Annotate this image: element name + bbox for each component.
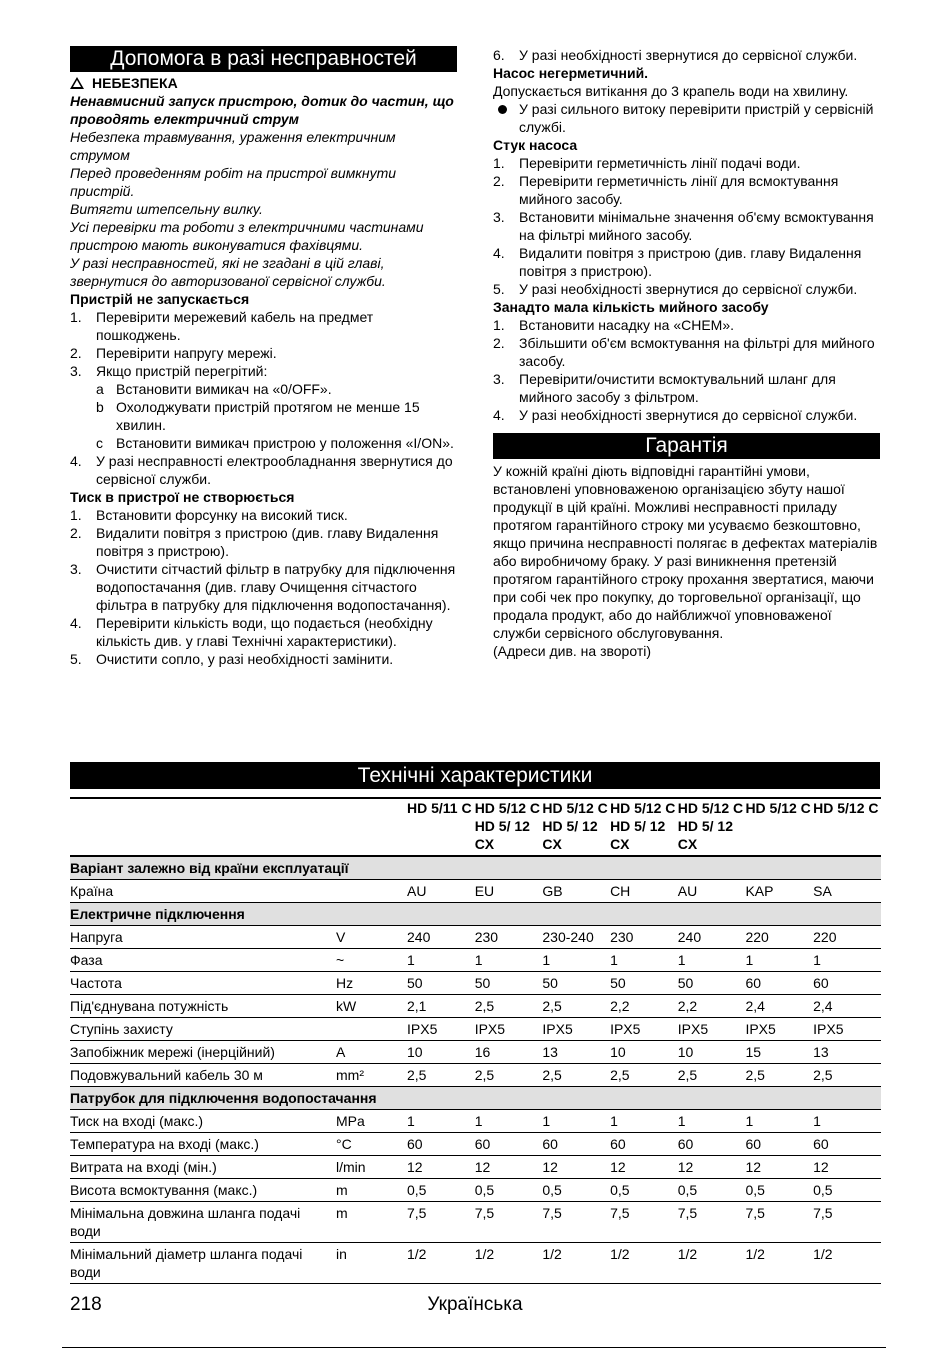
cell-value: 60 xyxy=(678,1133,746,1156)
cell-value: IPX5 xyxy=(542,1018,610,1041)
cell-value: 16 xyxy=(475,1041,543,1064)
cell-value: 0,5 xyxy=(475,1179,543,1202)
cell-value: 12 xyxy=(610,1156,678,1179)
cell-value: 50 xyxy=(678,972,746,995)
list-item: 6. У разі необхідності звернутися до сервісної служби. xyxy=(493,47,858,63)
cell-value: 2,4 xyxy=(745,995,813,1018)
section-row: Варіант залежно від країни експлуатації xyxy=(70,856,881,880)
danger-line: Перед проведенням робіт на пристрої вимкнути пристрій. xyxy=(70,165,397,199)
cell-value: 1 xyxy=(475,1110,543,1133)
row-unit: A xyxy=(336,1041,407,1064)
list-item: 4. У разі несправності електрообладнання звернутися до сервісної служби. xyxy=(70,453,453,487)
row-label: Тиск на вході (макс.) xyxy=(70,1110,336,1133)
cell-value: 1/2 xyxy=(475,1243,543,1284)
section-title: Занадто мала кількість мийного засобу xyxy=(493,299,769,315)
cell-value: 2,2 xyxy=(678,995,746,1018)
left-column xyxy=(70,46,457,668)
row-unit: Hz xyxy=(336,972,407,995)
cell-value: 60 xyxy=(407,1133,475,1156)
cell-value: 1 xyxy=(610,1110,678,1133)
cell-value: 60 xyxy=(610,1133,678,1156)
cell-value: 50 xyxy=(610,972,678,995)
cell-value: AU xyxy=(678,880,746,903)
row-label: Країна xyxy=(70,880,336,903)
warranty-text: У кожній країні діють відповідні гарантійні умови, встановлені уповноваженою організацією збуту нашої продукції в цій країні. Можливі несправності приладу протягом гарантійного строку ми усуваємо безкоштовно, якщо причина несправності полягає в дефектах матеріалів або виробничому браку. У разі виникнення претензій протягом гарантійного строку прохання звертатися, маючи при собі чек про покупку, до торговельної організації, що продала продукт, або до найближчої уповноваженої служби сервісного обслуговування. xyxy=(493,463,878,641)
cell-value: 2,5 xyxy=(542,995,610,1018)
section-title: Стук насоса xyxy=(493,137,578,153)
row-unit: m xyxy=(336,1179,407,1202)
tech-specs-title: Технічні характеристики xyxy=(70,762,880,789)
row-unit xyxy=(336,1018,407,1041)
cell-value: 1 xyxy=(745,1110,813,1133)
cell-value: 12 xyxy=(542,1156,610,1179)
numbered-list xyxy=(493,316,880,424)
table-row xyxy=(70,972,881,995)
row-unit: °C xyxy=(336,1133,407,1156)
list-item: b Охолоджувати пристрій протягом не менше 15 хвилин. xyxy=(96,399,420,433)
list-item: 1. Перевірити мережевий кабель на предмет пошкоджень. xyxy=(70,309,374,343)
table-header-row xyxy=(70,798,881,856)
cell-value: 230-240 xyxy=(542,926,610,949)
cell-value: 2,5 xyxy=(678,1064,746,1087)
cell-value: 1 xyxy=(407,949,475,972)
column-header: HD 5/12 C HD 5/ 12 CX xyxy=(678,798,746,856)
section-title: Тиск в пристрої не створюється xyxy=(70,489,295,505)
cell-value: 0,5 xyxy=(542,1179,610,1202)
table-row xyxy=(70,1018,881,1041)
table-row xyxy=(70,995,881,1018)
specs-table xyxy=(70,797,881,1284)
cell-value: 0,5 xyxy=(678,1179,746,1202)
cell-value: 0,5 xyxy=(610,1179,678,1202)
cell-value: 12 xyxy=(813,1156,881,1179)
table-row xyxy=(70,1041,881,1064)
cell-value: CH xyxy=(610,880,678,903)
cell-value: 2,1 xyxy=(407,995,475,1018)
cell-value: 7,5 xyxy=(678,1202,746,1243)
cell-value: 7,5 xyxy=(475,1202,543,1243)
row-label: Висота всмоктування (макс.) xyxy=(70,1179,336,1202)
danger-lines xyxy=(70,128,457,290)
danger-line: Небезпека травмування, ураження електричним струмом xyxy=(70,129,396,163)
row-label: Мінімальна довжина шланга подачі води xyxy=(70,1202,336,1243)
cell-value: 240 xyxy=(678,926,746,949)
list-item: c Встановити вимикач пристрою у положення «I/ON». xyxy=(96,435,454,451)
cell-value: 7,5 xyxy=(407,1202,475,1243)
table-row xyxy=(70,926,881,949)
cell-value: 1 xyxy=(678,949,746,972)
cell-value: 13 xyxy=(542,1041,610,1064)
cell-value: 0,5 xyxy=(745,1179,813,1202)
cell-value: 220 xyxy=(745,926,813,949)
list-item: 4. Видалити повітря з пристрою (див. главу Видалення повітря з пристрою). xyxy=(493,245,862,279)
cell-value: 0,5 xyxy=(813,1179,881,1202)
column-header: HD 5/12 C HD 5/ 12 CX xyxy=(475,798,543,856)
cell-value: 2,5 xyxy=(475,1064,543,1087)
cell-value: 10 xyxy=(610,1041,678,1064)
cell-value: 1 xyxy=(813,1110,881,1133)
cell-value: 2,5 xyxy=(542,1064,610,1087)
table-row xyxy=(70,1064,881,1087)
table-row xyxy=(70,949,881,972)
cell-value: 50 xyxy=(407,972,475,995)
bullet-list xyxy=(493,100,880,136)
cell-value: 1/2 xyxy=(407,1243,475,1284)
list-item: 5. Очистити сопло, у разі необхідності замінити. xyxy=(70,651,394,667)
numbered-list xyxy=(493,46,880,64)
language-label: Українська xyxy=(427,1294,523,1315)
cell-value: 1/2 xyxy=(678,1243,746,1284)
cell-value: 230 xyxy=(475,926,543,949)
cell-value: 12 xyxy=(745,1156,813,1179)
list-item: 2. Видалити повітря з пристрою (див. главу Видалення повітря з пристрою). xyxy=(70,525,439,559)
danger-bold-text: Ненавмисний запуск пристрою, дотик до частин, що проводять електричний струм xyxy=(70,93,454,127)
cell-value: 7,5 xyxy=(813,1202,881,1243)
row-label: Під'єднувана потужність xyxy=(70,995,336,1018)
row-label: Витрата на вході (мін.) xyxy=(70,1156,336,1179)
list-item: 3. Очистити сітчастий фільтр в патрубку для підключення водопостачання (див. главу Очищення сітчастого фільтра в патрубку для підключення водопостачання). xyxy=(70,561,456,613)
cell-value: 50 xyxy=(542,972,610,995)
row-unit: l/min xyxy=(336,1156,407,1179)
cell-value: 7,5 xyxy=(610,1202,678,1243)
section-title: Насос негерметичний. xyxy=(493,65,649,81)
table-row xyxy=(70,1110,881,1133)
row-label: Ступінь захисту xyxy=(70,1018,336,1041)
table-row xyxy=(70,1156,881,1179)
danger-line: У разі несправностей, які не згадані в цій главі, звернутися до авторизованої сервісної служби. xyxy=(70,255,386,289)
cell-value: AU xyxy=(407,880,475,903)
section-title: Пристрій не запускається xyxy=(70,291,250,307)
right-column xyxy=(493,46,880,660)
cell-value: 220 xyxy=(813,926,881,949)
danger-line: Усі перевірки та роботи з електричними частинами пристрою мають виконуватися фахівцями. xyxy=(70,219,424,253)
warranty-note: (Адреси див. на звороті) xyxy=(493,643,651,659)
cell-value: 1 xyxy=(813,949,881,972)
row-unit xyxy=(336,880,407,903)
cell-value: 2,4 xyxy=(813,995,881,1018)
cell-value: 1/2 xyxy=(813,1243,881,1284)
cell-value: 240 xyxy=(407,926,475,949)
list-item: 1. Встановити насадку на «CHEM». xyxy=(493,317,735,333)
cell-value: 1 xyxy=(745,949,813,972)
cell-value: 50 xyxy=(475,972,543,995)
cell-value: 60 xyxy=(475,1133,543,1156)
table-row xyxy=(70,1179,881,1202)
cell-value: 10 xyxy=(407,1041,475,1064)
cell-value: 60 xyxy=(813,972,881,995)
column-header: HD 5/12 C xyxy=(813,798,881,856)
cell-value: 60 xyxy=(745,1133,813,1156)
table-row xyxy=(70,880,881,903)
cell-value: 15 xyxy=(745,1041,813,1064)
numbered-list xyxy=(70,452,457,488)
list-item: У разі сильного витоку перевірити пристрій у сервісній службі. xyxy=(493,100,880,136)
row-label: Напруга xyxy=(70,926,336,949)
column-header: HD 5/11 C xyxy=(407,798,475,856)
list-item: 3. Встановити мінімальне значення об'єму всмоктування на фільтрі мийного засобу. xyxy=(493,209,874,243)
cell-value: 2,5 xyxy=(407,1064,475,1087)
danger-line: Витягти штепсельну вилку. xyxy=(70,201,263,217)
cell-value: 1/2 xyxy=(610,1243,678,1284)
sub-list xyxy=(70,380,457,452)
bullet-icon xyxy=(498,105,507,114)
numbered-list xyxy=(70,506,457,668)
cell-value: 2,5 xyxy=(610,1064,678,1087)
list-item: 1. Встановити форсунку на високий тиск. xyxy=(70,507,348,523)
row-label: Частота xyxy=(70,972,336,995)
row-unit: kW xyxy=(336,995,407,1018)
page-footer xyxy=(70,1296,880,1320)
cell-value: 1 xyxy=(542,1110,610,1133)
cell-value: EU xyxy=(475,880,543,903)
page-number: 218 xyxy=(70,1294,102,1315)
cell-value: 2,5 xyxy=(813,1064,881,1087)
cell-value: 60 xyxy=(542,1133,610,1156)
cell-value: GB xyxy=(542,880,610,903)
list-item: 3. Перевірити/очистити всмоктувальний шланг для мийного засобу з фільтром. xyxy=(493,371,836,405)
row-unit: mm² xyxy=(336,1064,407,1087)
row-unit: V xyxy=(336,926,407,949)
list-item: 1. Перевірити герметичність лінії подачі води. xyxy=(493,155,801,171)
row-label: Запобіжник мережі (інерційний) xyxy=(70,1041,336,1064)
cell-value: 1 xyxy=(610,949,678,972)
list-item: 2. Збільшити об'єм всмоктування на фільтрі для мийного засобу. xyxy=(493,335,875,369)
cell-value: 60 xyxy=(813,1133,881,1156)
cell-value: 1 xyxy=(475,949,543,972)
cell-value: 2,5 xyxy=(475,995,543,1018)
numbered-list xyxy=(70,308,457,380)
cell-value: 1 xyxy=(542,949,610,972)
danger-heading xyxy=(70,74,457,92)
row-label: Мінімальний діаметр шланга подачі води xyxy=(70,1243,336,1284)
cell-value: 10 xyxy=(678,1041,746,1064)
troubleshooting-title: Допомога в разі несправностей xyxy=(70,46,457,72)
tech-specs xyxy=(70,762,880,1284)
list-item: 2. Перевірити герметичність лінії для всмоктування мийного засобу. xyxy=(493,173,839,207)
section-row: Електричне підключення xyxy=(70,903,881,926)
cell-value: 1/2 xyxy=(745,1243,813,1284)
cell-value: IPX5 xyxy=(678,1018,746,1041)
cell-value: IPX5 xyxy=(813,1018,881,1041)
list-item: 4. Перевірити кількість води, що подається (необхідну кількість див. у главі Технічні характеристики). xyxy=(70,615,433,649)
column-header: HD 5/12 C HD 5/ 12 CX xyxy=(610,798,678,856)
cell-value: 12 xyxy=(407,1156,475,1179)
row-label: Фаза xyxy=(70,949,336,972)
list-item: 4. У разі необхідності звернутися до сервісної служби. xyxy=(493,407,858,423)
list-item: 2. Перевірити напругу мережі. xyxy=(70,345,277,361)
cell-value: 2,5 xyxy=(745,1064,813,1087)
cell-value: 1 xyxy=(678,1110,746,1133)
cell-value: 0,5 xyxy=(407,1179,475,1202)
warranty-title: Гарантія xyxy=(493,433,880,459)
row-label: Температура на вході (макс.) xyxy=(70,1133,336,1156)
cell-value: SA xyxy=(813,880,881,903)
cell-value: 7,5 xyxy=(745,1202,813,1243)
cell-value: 1/2 xyxy=(542,1243,610,1284)
cell-value: 12 xyxy=(678,1156,746,1179)
cell-value: IPX5 xyxy=(745,1018,813,1041)
danger-label: НЕБЕЗПЕКА xyxy=(92,75,178,91)
paragraph: Допускається витікання до 3 крапель води на хвилину. xyxy=(493,83,849,99)
column-header: HD 5/12 C HD 5/ 12 CX xyxy=(542,798,610,856)
cell-value: 13 xyxy=(813,1041,881,1064)
warning-icon xyxy=(70,77,84,89)
table-row xyxy=(70,1202,881,1243)
cell-value: 12 xyxy=(475,1156,543,1179)
column-header: HD 5/12 C xyxy=(745,798,813,856)
row-unit: in xyxy=(336,1243,407,1284)
list-item: a Встановити вимикач на «0/OFF». xyxy=(96,381,332,397)
list-item: 3. Якщо пристрій перегрітий: xyxy=(70,363,268,379)
row-unit: m xyxy=(336,1202,407,1243)
list-item: 5. У разі необхідності звернутися до сервісної служби. xyxy=(493,281,858,297)
cell-value: IPX5 xyxy=(610,1018,678,1041)
cell-value: IPX5 xyxy=(407,1018,475,1041)
cell-value: 2,2 xyxy=(610,995,678,1018)
table-row xyxy=(70,1243,881,1284)
cell-value: IPX5 xyxy=(475,1018,543,1041)
row-label: Подовжувальний кабель 30 м xyxy=(70,1064,336,1087)
cell-value: 1 xyxy=(407,1110,475,1133)
row-unit: MPa xyxy=(336,1110,407,1133)
row-unit: ~ xyxy=(336,949,407,972)
table-row xyxy=(70,1133,881,1156)
cell-value: 60 xyxy=(745,972,813,995)
section-row: Патрубок для підключення водопостачання xyxy=(70,1087,881,1110)
cell-value: 230 xyxy=(610,926,678,949)
numbered-list xyxy=(493,154,880,298)
cell-value: KAP xyxy=(745,880,813,903)
cell-value: 7,5 xyxy=(542,1202,610,1243)
